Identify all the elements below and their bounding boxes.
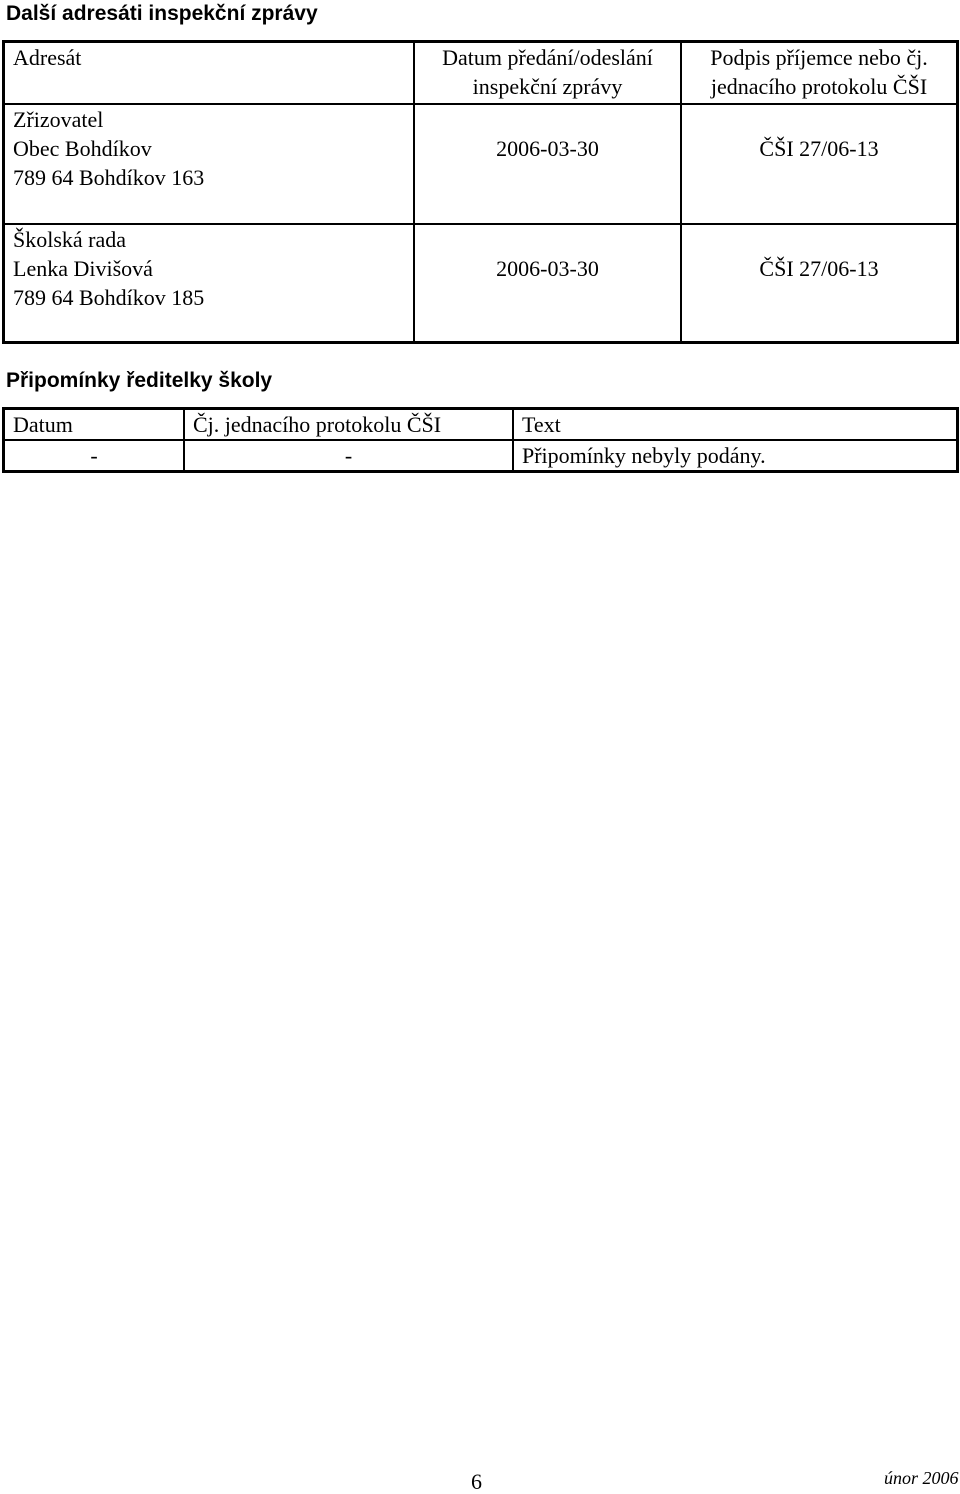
- recipient-cell: [4, 224, 415, 343]
- header-signature: [681, 42, 958, 105]
- comments-table: [2, 407, 959, 473]
- footer-date: únor 2006: [884, 1468, 959, 1488]
- header-signature-line: Podpis příjemce nebo čj.: [710, 45, 928, 70]
- header-date: Datum: [13, 412, 73, 437]
- header-recipient: Adresát: [13, 45, 82, 70]
- date-cell: -: [4, 440, 185, 472]
- header-date-line: Datum předání/odeslání: [442, 45, 653, 70]
- header-signature-line: jednacího protokolu ČŠI: [710, 74, 928, 99]
- table-header-row: [4, 42, 958, 105]
- section-title-comments: Připomínky ředitelky školy: [6, 369, 273, 392]
- header-ref: Čj. jednacího protokolu ČŠI: [184, 409, 513, 441]
- signature-cell: ČŠI 27/06-13: [681, 104, 958, 224]
- table-row: [4, 224, 958, 343]
- header-text: Text: [513, 409, 958, 441]
- recipient-cell: [4, 104, 415, 224]
- section-title-recipients: Další adresáti inspekční zprávy: [6, 2, 318, 25]
- page-number: 6: [471, 1469, 482, 1494]
- table-row: [4, 104, 958, 224]
- recipient-line: Školská rada: [13, 227, 127, 252]
- table-row: [4, 440, 958, 472]
- header-date: [414, 42, 681, 105]
- table-header-row: [4, 409, 958, 441]
- recipient-line: Zřizovatel: [13, 107, 104, 132]
- recipients-table: [2, 40, 959, 344]
- recipient-line: Obec Bohdíkov: [13, 136, 152, 161]
- header-date-line: inspekční zprávy: [472, 74, 623, 99]
- text-cell: Připomínky nebyly podány.: [513, 440, 958, 472]
- date-cell: 2006-03-30: [414, 224, 681, 343]
- recipient-line: Lenka Divišová: [13, 256, 153, 281]
- recipient-line: 789 64 Bohdíkov 185: [13, 285, 205, 310]
- signature-cell: ČŠI 27/06-13: [681, 224, 958, 343]
- ref-cell: -: [184, 440, 513, 472]
- date-cell: 2006-03-30: [414, 104, 681, 224]
- recipient-line: 789 64 Bohdíkov 163: [13, 165, 205, 190]
